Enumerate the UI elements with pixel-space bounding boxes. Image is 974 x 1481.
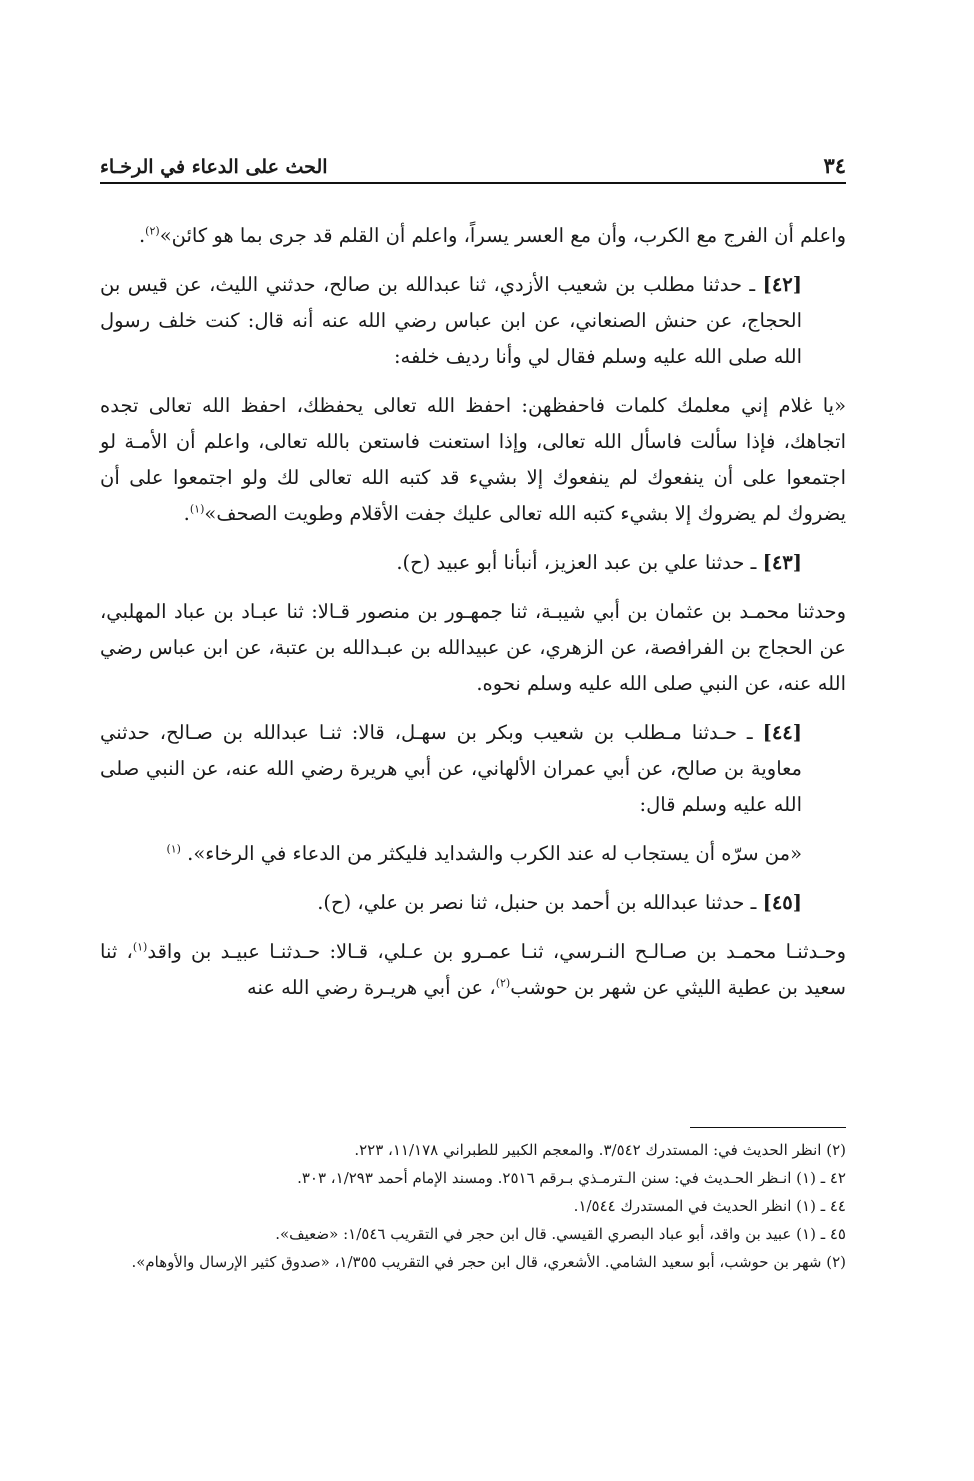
footnote-ref: (١) bbox=[132, 940, 148, 954]
hadith-42-chain: [٤٢] ـ حدثنا مطلب بن شعيب الأزدي، ثنا عبدالله بن صالح، حدثني الليث، عن قيس بن الحجاج، عن حنش الصنعاني، عن ابن عباس رضي الله عنه أنه قال: كنت خلف رسول الله صلى الله عليه وسلم فقال لي وأنا رديف خلفه: bbox=[100, 273, 802, 368]
hadith-43-chain: [٤٣] ـ حدثنا علي بن عبد العزيز، أنبأنا أبو عبيد (ح). bbox=[396, 551, 802, 574]
header-rule bbox=[100, 182, 846, 184]
footnote-ref: (٢) bbox=[145, 224, 160, 238]
hadith-number: [٤٤] bbox=[762, 721, 802, 744]
footnotes bbox=[100, 1136, 846, 1276]
footnote-ref: (١) bbox=[166, 842, 181, 856]
hadith-number: [٤٣] bbox=[762, 551, 802, 574]
footnote: ٤٢ ـ (١) انـظر الحـديث في: سنن الـترمـذي بـرقم ٢٥١٦. ومسند الإمام أحمد ١/٢٩٣، ٣٠٣. bbox=[297, 1169, 846, 1187]
footnote-rule bbox=[690, 1127, 846, 1128]
page-header bbox=[100, 146, 846, 178]
footnote: ٤٥ ـ (١) عبيد بن واقد، أبو عباد البصري القيسي. قال ابن حجر في التقريب ١/٥٤٦: «ضعيف». bbox=[275, 1225, 846, 1243]
running-title: الحث على الدعاء في الرخـاء bbox=[100, 156, 328, 178]
hadith-43-text: وحدثنا محمـد بن عثمان بن أبي شيبـة، ثنا جمهـور بن منصور قـالا: ثنا عبـاد بن عباد المهلبي، عن الحجاج بن الفرافصة، عن الزهري، عن عبيدالله بن عبـدالله بن عتبة، عن ابن عباس رضي الله عنه، عن النبي صلى الله عليه وسلم نحوه. bbox=[100, 600, 846, 695]
footnote-ref: (١) bbox=[189, 502, 205, 516]
hadith-number: [٤٢] bbox=[762, 273, 802, 296]
hadith-45-chain: [٤٥] ـ حدثنا عبدالله بن أحمد بن حنبل، ثنا نصر بن علي، (ح). bbox=[317, 891, 802, 914]
footnote: (٢) انظر الحديث في: المستدرك ٣/٥٤٢. والمعجم الكبير للطبراني ١١/١٧٨، ٢٢٣. bbox=[354, 1141, 846, 1159]
hadith-44-text: «من سرّه أن يستجاب له عند الكرب والشدايد فليكثر من الدعاء في الرخاء». $^{(١)}$ bbox=[166, 842, 802, 865]
hadith-number: [٤٥] bbox=[762, 891, 802, 914]
hadith-45-text: وحـدثنـا محمـد بن صـالـح النـرسي، ثنـا عمـرو بن عـلي، قـالا: حـدثنـا عبيـد بن واقد$^{(١)}$، ثنا سعيد بن عطية الليثي عن شهر بن حوشب$^{(٢)}$، عن أبي هريـرة رضي الله عنه bbox=[100, 940, 846, 999]
hadith-44-chain: [٤٤] ـ حـدثنا مـطلب بن شعيب وبكر بن سهـل، قالا: ثنـا عبدالله بن صـالح، حدثني معاوية بن صالح، عن أبي عمران الألهاني، عن أبي هريرة رضي الله عنه، عن النبي صلى الله عليه وسلم قال: bbox=[100, 721, 802, 816]
hadith-42-text: «يا غلام إني معلمك كلمات فاحفظهن: احفظ الله تعالى يحفظك، احفظ الله تعالى تجده اتجاهك، فإذا سألت فاسأل الله تعالى، وإذا استعنت فاستعن بالله تعالى، واعلم أن الأمـة لو اجتمعوا على أن ينفعوك لم ينفعوك إلا بشيء قد كتبه الله تعالى لك ولو اجتمعوا على أن يضروك لم يضروك إلا بشيء كتبه الله تعالى عليك جفت الأقلام وطويت الصحف»$^{(١)}$. bbox=[100, 394, 846, 525]
footnote: ٤٤ ـ (١) انظر الحديث في المستدرك ١/٥٤٤. bbox=[573, 1197, 846, 1215]
footnote: (٢) شهر بن حوشب، أبو سعيد الشامي. الأشعري، قال ابن حجر في التقريب ١/٣٥٥، «صدوق كثير الإرسال والأوهام». bbox=[131, 1253, 846, 1271]
main-text bbox=[100, 218, 846, 1006]
paragraph-continuation: واعلم أن الفرج مع الكرب، وأن مع العسر يسراً، واعلم أن القلم قد جرى بما هو كائن»$^{(٢)}$. bbox=[138, 224, 846, 247]
footnote-ref: (٢) bbox=[495, 976, 511, 990]
page-number: ٣٤ bbox=[823, 153, 846, 178]
